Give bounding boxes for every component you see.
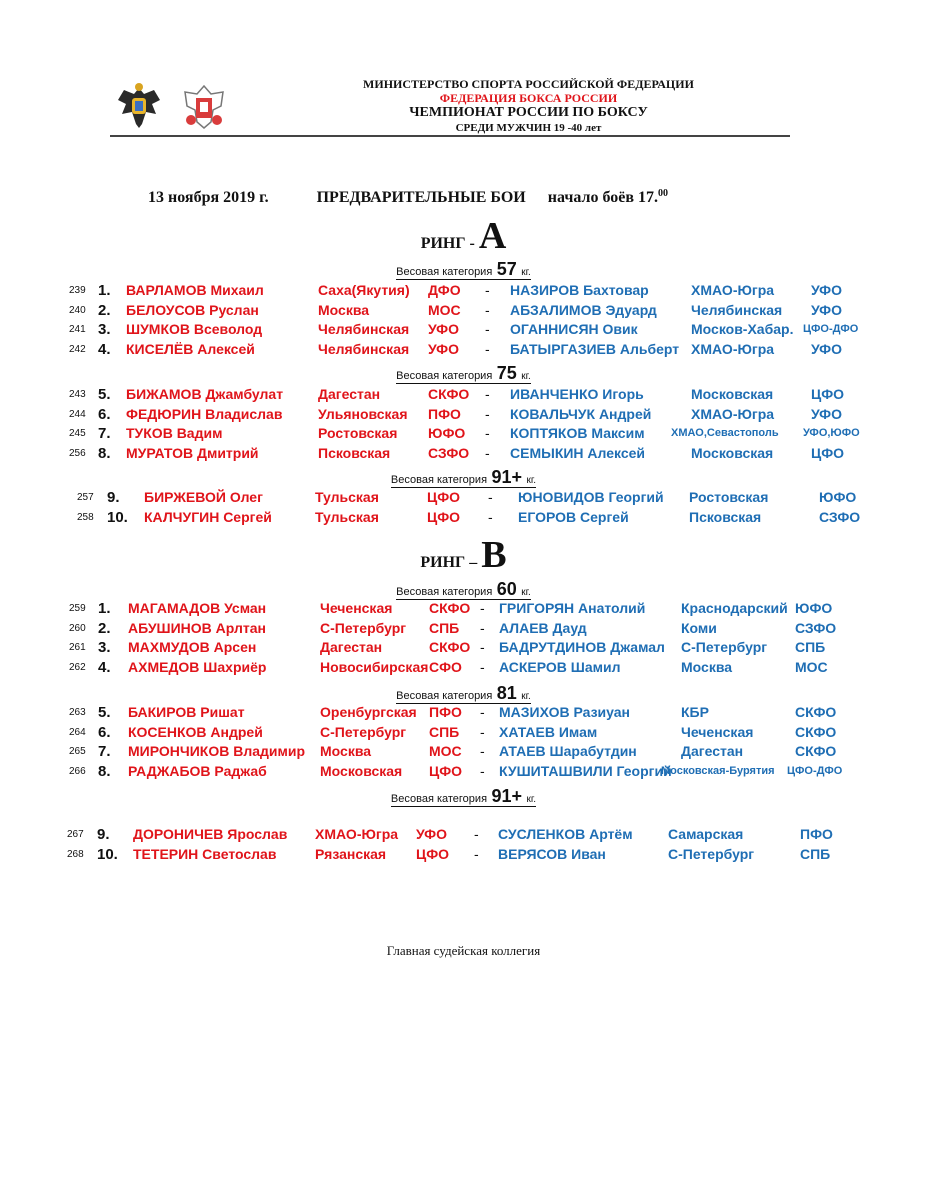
blue-corner-name: СЕМЫКИН Алексей — [510, 444, 646, 461]
versus-dash: - — [480, 639, 485, 655]
bout-number: 3. — [98, 321, 111, 338]
red-corner-district: СКФО — [429, 639, 471, 655]
red-corner-district: МОС — [428, 301, 461, 318]
blue-corner-name: БАДРУТДИНОВ Джамал — [499, 639, 665, 655]
bout-number: 10. — [107, 508, 128, 526]
red-corner-name: ДОРОНИЧЕВ Ярослав — [133, 826, 288, 842]
ring-letter: A — [478, 215, 507, 257]
red-corner-region: Ростовская — [318, 425, 398, 441]
weight-unit: кг. — [521, 691, 531, 702]
weight-category-underline — [390, 467, 537, 488]
red-corner-district: ЦФО — [427, 508, 461, 525]
weight-category-heading — [0, 579, 927, 600]
weight-unit: кг. — [521, 587, 531, 598]
blue-corner-name: ЕГОРОВ Сергей — [518, 508, 629, 525]
bout-number: 3. — [98, 639, 111, 656]
weight-category-heading — [0, 786, 927, 807]
red-corner-region: Челябинская — [318, 340, 410, 357]
bout-id: 265 — [69, 746, 86, 757]
red-corner-district: ЮФО — [428, 425, 466, 441]
red-corner-name: ВАРЛАМОВ Михаил — [126, 282, 264, 298]
blue-corner-district: УФО,ЮФО — [803, 427, 860, 439]
blue-corner-district: СКФО — [795, 743, 837, 759]
bout-id: 268 — [67, 848, 84, 860]
red-corner-name: ТУКОВ Вадим — [126, 425, 223, 441]
blue-corner-district: ЦФО-ДФО — [803, 323, 859, 335]
bout-id: 239 — [69, 285, 86, 296]
weight-value: 91+ — [491, 786, 523, 806]
blue-corner-name: ВЕРЯСОВ Иван — [498, 845, 606, 862]
bout-id: 256 — [69, 447, 86, 459]
bout-number: 1. — [98, 282, 111, 299]
bout-id: 243 — [69, 389, 86, 400]
versus-dash: - — [485, 340, 490, 357]
blue-corner-district: УФО — [811, 282, 843, 298]
bout-id: 263 — [69, 707, 86, 718]
red-corner-name: АБУШИНОВ Арлтан — [128, 619, 266, 636]
blue-corner-name: ИВАНЧЕНКО Игорь — [510, 386, 644, 402]
blue-corner-district: ЦФО — [811, 444, 845, 461]
ring-heading — [0, 533, 927, 577]
stage-title: ПРЕДВАРИТЕЛЬНЫЕ БОИ — [316, 189, 526, 207]
blue-corner-district: ЮФО — [819, 489, 857, 505]
blue-corner-region: Московская-Бурятия — [661, 764, 775, 777]
blue-corner-region: Ростовская — [689, 489, 769, 505]
versus-dash: - — [474, 845, 479, 862]
blue-corner-name: МАЗИХОВ Разиуан — [499, 704, 630, 720]
weight-unit: кг. — [521, 267, 531, 278]
event-date: 13 ноября 2019 г. — [148, 189, 269, 207]
blue-corner-name: КУШИТАШВИЛИ Георгий — [499, 762, 672, 779]
ministry-title: МИНИСТЕРСТВО СПОРТА РОССИЙСКОЙ ФЕДЕРАЦИИ — [363, 77, 694, 91]
weight-unit: кг. — [526, 475, 537, 486]
versus-dash: - — [480, 619, 485, 636]
weight-category-label: Весовая категория — [396, 370, 493, 382]
red-corner-district: СЗФО — [428, 444, 470, 461]
red-corner-name: БЕЛОУСОВ Руслан — [126, 301, 259, 318]
red-corner-name: МАГАМАДОВ Усман — [128, 600, 267, 616]
weight-category-underline — [396, 259, 531, 280]
bout-row — [0, 600, 927, 619]
blue-corner-name: АТАЕВ Шарабутдин — [499, 743, 637, 759]
red-corner-district: ЦФО — [429, 762, 463, 779]
blue-corner-region: Чеченская — [681, 723, 754, 740]
bout-row — [0, 826, 927, 845]
bout-number: 2. — [98, 301, 111, 319]
header-divider — [110, 135, 790, 137]
weight-unit: кг. — [521, 371, 531, 382]
blue-corner-region: ХМАО-Югра — [691, 405, 775, 422]
bout-row — [0, 341, 927, 360]
blue-corner-name: СУСЛЕНКОВ Артём — [498, 826, 633, 842]
versus-dash: - — [485, 301, 490, 318]
bout-row — [0, 302, 927, 321]
bout-number: 7. — [98, 743, 111, 760]
red-corner-region: Тульская — [315, 489, 379, 505]
weight-category-label: Весовая категория — [396, 690, 493, 702]
versus-dash: - — [480, 743, 485, 759]
weight-value: 81 — [496, 683, 517, 703]
red-corner-name: КИСЕЛЁВ Алексей — [126, 340, 255, 357]
red-corner-district: УФО — [416, 826, 448, 842]
blue-corner-district: СПБ — [795, 639, 826, 655]
red-corner-region: С-Петербург — [320, 619, 407, 636]
blue-corner-region: Москов-Хабар. — [691, 321, 794, 337]
versus-dash: - — [485, 405, 490, 422]
blue-corner-district: СПБ — [800, 845, 831, 862]
schedule-line — [148, 188, 668, 207]
bout-id: 260 — [69, 622, 86, 634]
blue-corner-district: СЗФО — [795, 619, 837, 636]
weight-category-label: Весовая категория — [396, 266, 493, 278]
weight-category-label: Весовая категория — [390, 793, 488, 805]
red-corner-district: МОС — [429, 743, 462, 759]
bout-number: 9. — [97, 826, 110, 843]
red-corner-name: МУРАТОВ Дмитрий — [126, 444, 259, 461]
blue-corner-region: Московская — [691, 444, 774, 461]
red-corner-region: С-Петербург — [320, 723, 407, 740]
blue-corner-region: Москва — [681, 658, 733, 675]
red-corner-region: Оренбургская — [320, 704, 417, 720]
versus-dash: - — [488, 508, 493, 525]
blue-corner-region: Дагестан — [681, 743, 744, 759]
red-corner-name: БИЖАМОВ Джамбулат — [126, 386, 284, 402]
red-corner-region: Псковская — [318, 444, 391, 461]
blue-corner-region: Краснодарский — [681, 600, 788, 616]
red-corner-region: Тульская — [315, 508, 379, 525]
bout-number: 7. — [98, 425, 111, 442]
weight-category-heading — [0, 363, 927, 384]
bout-id: 257 — [77, 492, 94, 503]
blue-corner-district: ЮФО — [795, 600, 833, 616]
red-corner-name: ТЕТЕРИН Светослав — [133, 845, 277, 862]
red-corner-district: СПБ — [429, 723, 460, 740]
blue-corner-district: УФО — [811, 301, 843, 318]
red-corner-name: БАКИРОВ Ришат — [128, 704, 245, 720]
bout-row — [0, 659, 927, 678]
blue-corner-district: СКФО — [795, 704, 837, 720]
red-corner-name: АХМЕДОВ Шахриёр — [128, 658, 267, 675]
blue-corner-region: Самарская — [668, 826, 744, 842]
weight-unit: кг. — [526, 794, 537, 805]
red-corner-district: УФО — [428, 340, 460, 357]
weight-category-underline — [396, 683, 531, 704]
blue-corner-district: ЦФО — [811, 386, 845, 402]
weight-category-heading — [0, 683, 927, 704]
bout-row — [0, 425, 927, 444]
bout-id: 241 — [69, 324, 86, 335]
red-corner-region: Дагестан — [320, 639, 383, 655]
red-corner-district: ЦФО — [427, 489, 461, 505]
versus-dash: - — [480, 723, 485, 740]
bout-row — [0, 445, 927, 464]
red-corner-region: Челябинская — [318, 321, 410, 337]
blue-corner-district: УФО — [811, 340, 843, 357]
versus-dash: - — [485, 321, 490, 337]
bout-id: 261 — [69, 642, 86, 653]
bout-row — [0, 639, 927, 658]
red-corner-name: МИРОНЧИКОВ Владимир — [128, 743, 306, 759]
blue-corner-region: С-Петербург — [668, 845, 755, 862]
bout-row — [0, 489, 927, 508]
blue-corner-name: НАЗИРОВ Бахтовар — [510, 282, 649, 298]
versus-dash: - — [480, 762, 485, 779]
bout-row — [0, 386, 927, 405]
judges-signature: Главная судейская коллегия — [386, 943, 541, 958]
ring-heading — [0, 214, 927, 258]
red-corner-region: Саха(Якутия) — [318, 282, 410, 298]
weight-category-label: Весовая категория — [396, 586, 493, 598]
blue-corner-district: ПФО — [800, 826, 833, 842]
championship-title: ЧЕМПИОНАТ РОССИИ ПО БОКСУ — [409, 105, 648, 120]
red-corner-name: КАЛЧУГИН Сергей — [144, 508, 272, 525]
bout-row — [0, 724, 927, 743]
blue-corner-name: КОПТЯКОВ Максим — [510, 425, 645, 441]
red-corner-name: ШУМКОВ Всеволод — [126, 321, 263, 337]
weight-category-label: Весовая категория — [390, 474, 488, 486]
bout-id: 242 — [69, 343, 86, 355]
bout-id: 267 — [67, 829, 84, 840]
versus-dash: - — [480, 600, 485, 616]
weight-value: 91+ — [491, 467, 523, 487]
bout-row — [0, 406, 927, 425]
blue-corner-region: Московская — [691, 386, 774, 402]
red-corner-region: Ульяновская — [318, 405, 408, 422]
weight-category-heading — [0, 259, 927, 280]
bout-row — [0, 321, 927, 340]
blue-corner-district: МОС — [795, 658, 828, 675]
red-corner-name: РАДЖАБОВ Раджаб — [128, 762, 267, 779]
bout-number: 4. — [98, 340, 111, 358]
red-corner-district: СКФО — [428, 386, 470, 402]
blue-corner-name: БАТЫРГАЗИЕВ Альберт — [510, 340, 680, 357]
red-corner-name: КОСЕНКОВ Андрей — [128, 723, 263, 740]
red-corner-district: УФО — [428, 321, 460, 337]
red-corner-name: БИРЖЕВОЙ Олег — [144, 489, 263, 505]
red-corner-district: СПБ — [429, 619, 460, 636]
bout-id: 245 — [69, 428, 86, 439]
bout-number: 2. — [98, 619, 111, 637]
versus-dash: - — [485, 282, 490, 298]
blue-corner-region: КБР — [681, 704, 709, 720]
federation-title: ФЕДЕРАЦИЯ БОКСА РОССИИ — [439, 91, 618, 105]
blue-corner-name: АСКЕРОВ Шамил — [499, 658, 621, 675]
blue-corner-region: ХМАО,Севастополь — [671, 427, 779, 439]
red-corner-district: ПФО — [428, 405, 461, 422]
blue-corner-name: АБЗАЛИМОВ Эдуард — [510, 301, 657, 318]
versus-dash: - — [474, 826, 479, 842]
red-corner-region: ХМАО-Югра — [315, 826, 399, 842]
bout-id: 259 — [69, 603, 86, 614]
versus-dash: - — [480, 658, 485, 675]
bout-id: 264 — [69, 726, 86, 738]
red-corner-district: СКФО — [429, 600, 471, 616]
versus-dash: - — [480, 704, 485, 720]
blue-corner-region: ХМАО-Югра — [691, 340, 775, 357]
bout-row — [0, 846, 927, 865]
red-corner-district: ДФО — [428, 282, 461, 298]
blue-corner-name: ХАТАЕВ Имам — [499, 723, 598, 740]
bout-number: 6. — [98, 723, 111, 741]
red-corner-region: Москва — [318, 301, 370, 318]
bout-number: 6. — [98, 405, 111, 423]
red-corner-district: СФО — [429, 658, 462, 675]
red-corner-region: Московская — [320, 762, 403, 779]
blue-corner-name: КОВАЛЬЧУК Андрей — [510, 405, 652, 422]
blue-corner-name: ОГАННИСЯН Овик — [510, 321, 638, 337]
bout-id: 240 — [69, 304, 86, 316]
weight-value: 57 — [496, 259, 517, 279]
bout-row — [0, 763, 927, 782]
bout-row — [0, 282, 927, 301]
division-subtitle: СРЕДИ МУЖЧИН 19 -40 лет — [455, 122, 602, 134]
bout-id: 266 — [69, 765, 86, 777]
versus-dash: - — [488, 489, 493, 505]
red-corner-region: Москва — [320, 743, 372, 759]
red-corner-region: Дагестан — [318, 386, 381, 402]
red-corner-district: ЦФО — [416, 845, 450, 862]
red-corner-region: Новосибирская — [320, 658, 429, 675]
bout-id: 258 — [77, 511, 94, 523]
red-corner-district: ПФО — [429, 704, 462, 720]
bout-row — [0, 509, 927, 528]
blue-corner-district: СЗФО — [819, 508, 861, 525]
blue-corner-district: УФО — [811, 405, 843, 422]
blue-corner-region: Челябинская — [691, 301, 783, 318]
blue-corner-region: Коми — [681, 619, 717, 636]
weight-category-underline — [390, 786, 537, 807]
bout-row — [0, 620, 927, 639]
bout-number: 9. — [107, 489, 120, 506]
versus-dash: - — [485, 444, 490, 461]
blue-corner-district: ЦФО-ДФО — [787, 764, 843, 777]
bout-number: 8. — [98, 444, 111, 462]
start-time-minutes: 00 — [658, 188, 668, 199]
blue-corner-name: ЮНОВИДОВ Георгий — [518, 489, 664, 505]
bout-number: 10. — [97, 845, 118, 863]
bout-number: 5. — [98, 386, 111, 403]
blue-corner-name: АЛАЕВ Дауд — [499, 619, 587, 636]
red-corner-name: ФЕДЮРИН Владислав — [126, 405, 283, 422]
versus-dash: - — [485, 386, 490, 402]
red-corner-name: МАХМУДОВ Арсен — [128, 639, 257, 655]
bout-number: 5. — [98, 704, 111, 721]
bout-row — [0, 743, 927, 762]
versus-dash: - — [485, 425, 490, 441]
blue-corner-region: Псковская — [689, 508, 762, 525]
weight-category-underline — [396, 579, 531, 600]
weight-value: 75 — [496, 363, 517, 383]
bout-id: 262 — [69, 661, 86, 673]
ring-label: РИНГ – — [420, 554, 478, 571]
ring-label: РИНГ - — [420, 235, 475, 252]
red-corner-region: Чеченская — [320, 600, 393, 616]
blue-corner-region: ХМАО-Югра — [691, 282, 775, 298]
weight-value: 60 — [496, 579, 517, 599]
bout-id: 244 — [69, 408, 86, 420]
ring-letter: B — [481, 534, 507, 576]
bout-number: 1. — [98, 600, 111, 617]
red-corner-region: Рязанская — [315, 845, 387, 862]
start-time-label: начало боёв 17. — [547, 189, 658, 207]
blue-corner-region: С-Петербург — [681, 639, 768, 655]
bout-number: 8. — [98, 762, 111, 780]
bout-number: 4. — [98, 658, 111, 676]
weight-category-heading — [0, 467, 927, 488]
blue-corner-name: ГРИГОРЯН Анатолий — [499, 600, 646, 616]
blue-corner-district: СКФО — [795, 723, 837, 740]
bout-row — [0, 704, 927, 723]
weight-category-underline — [396, 363, 531, 384]
